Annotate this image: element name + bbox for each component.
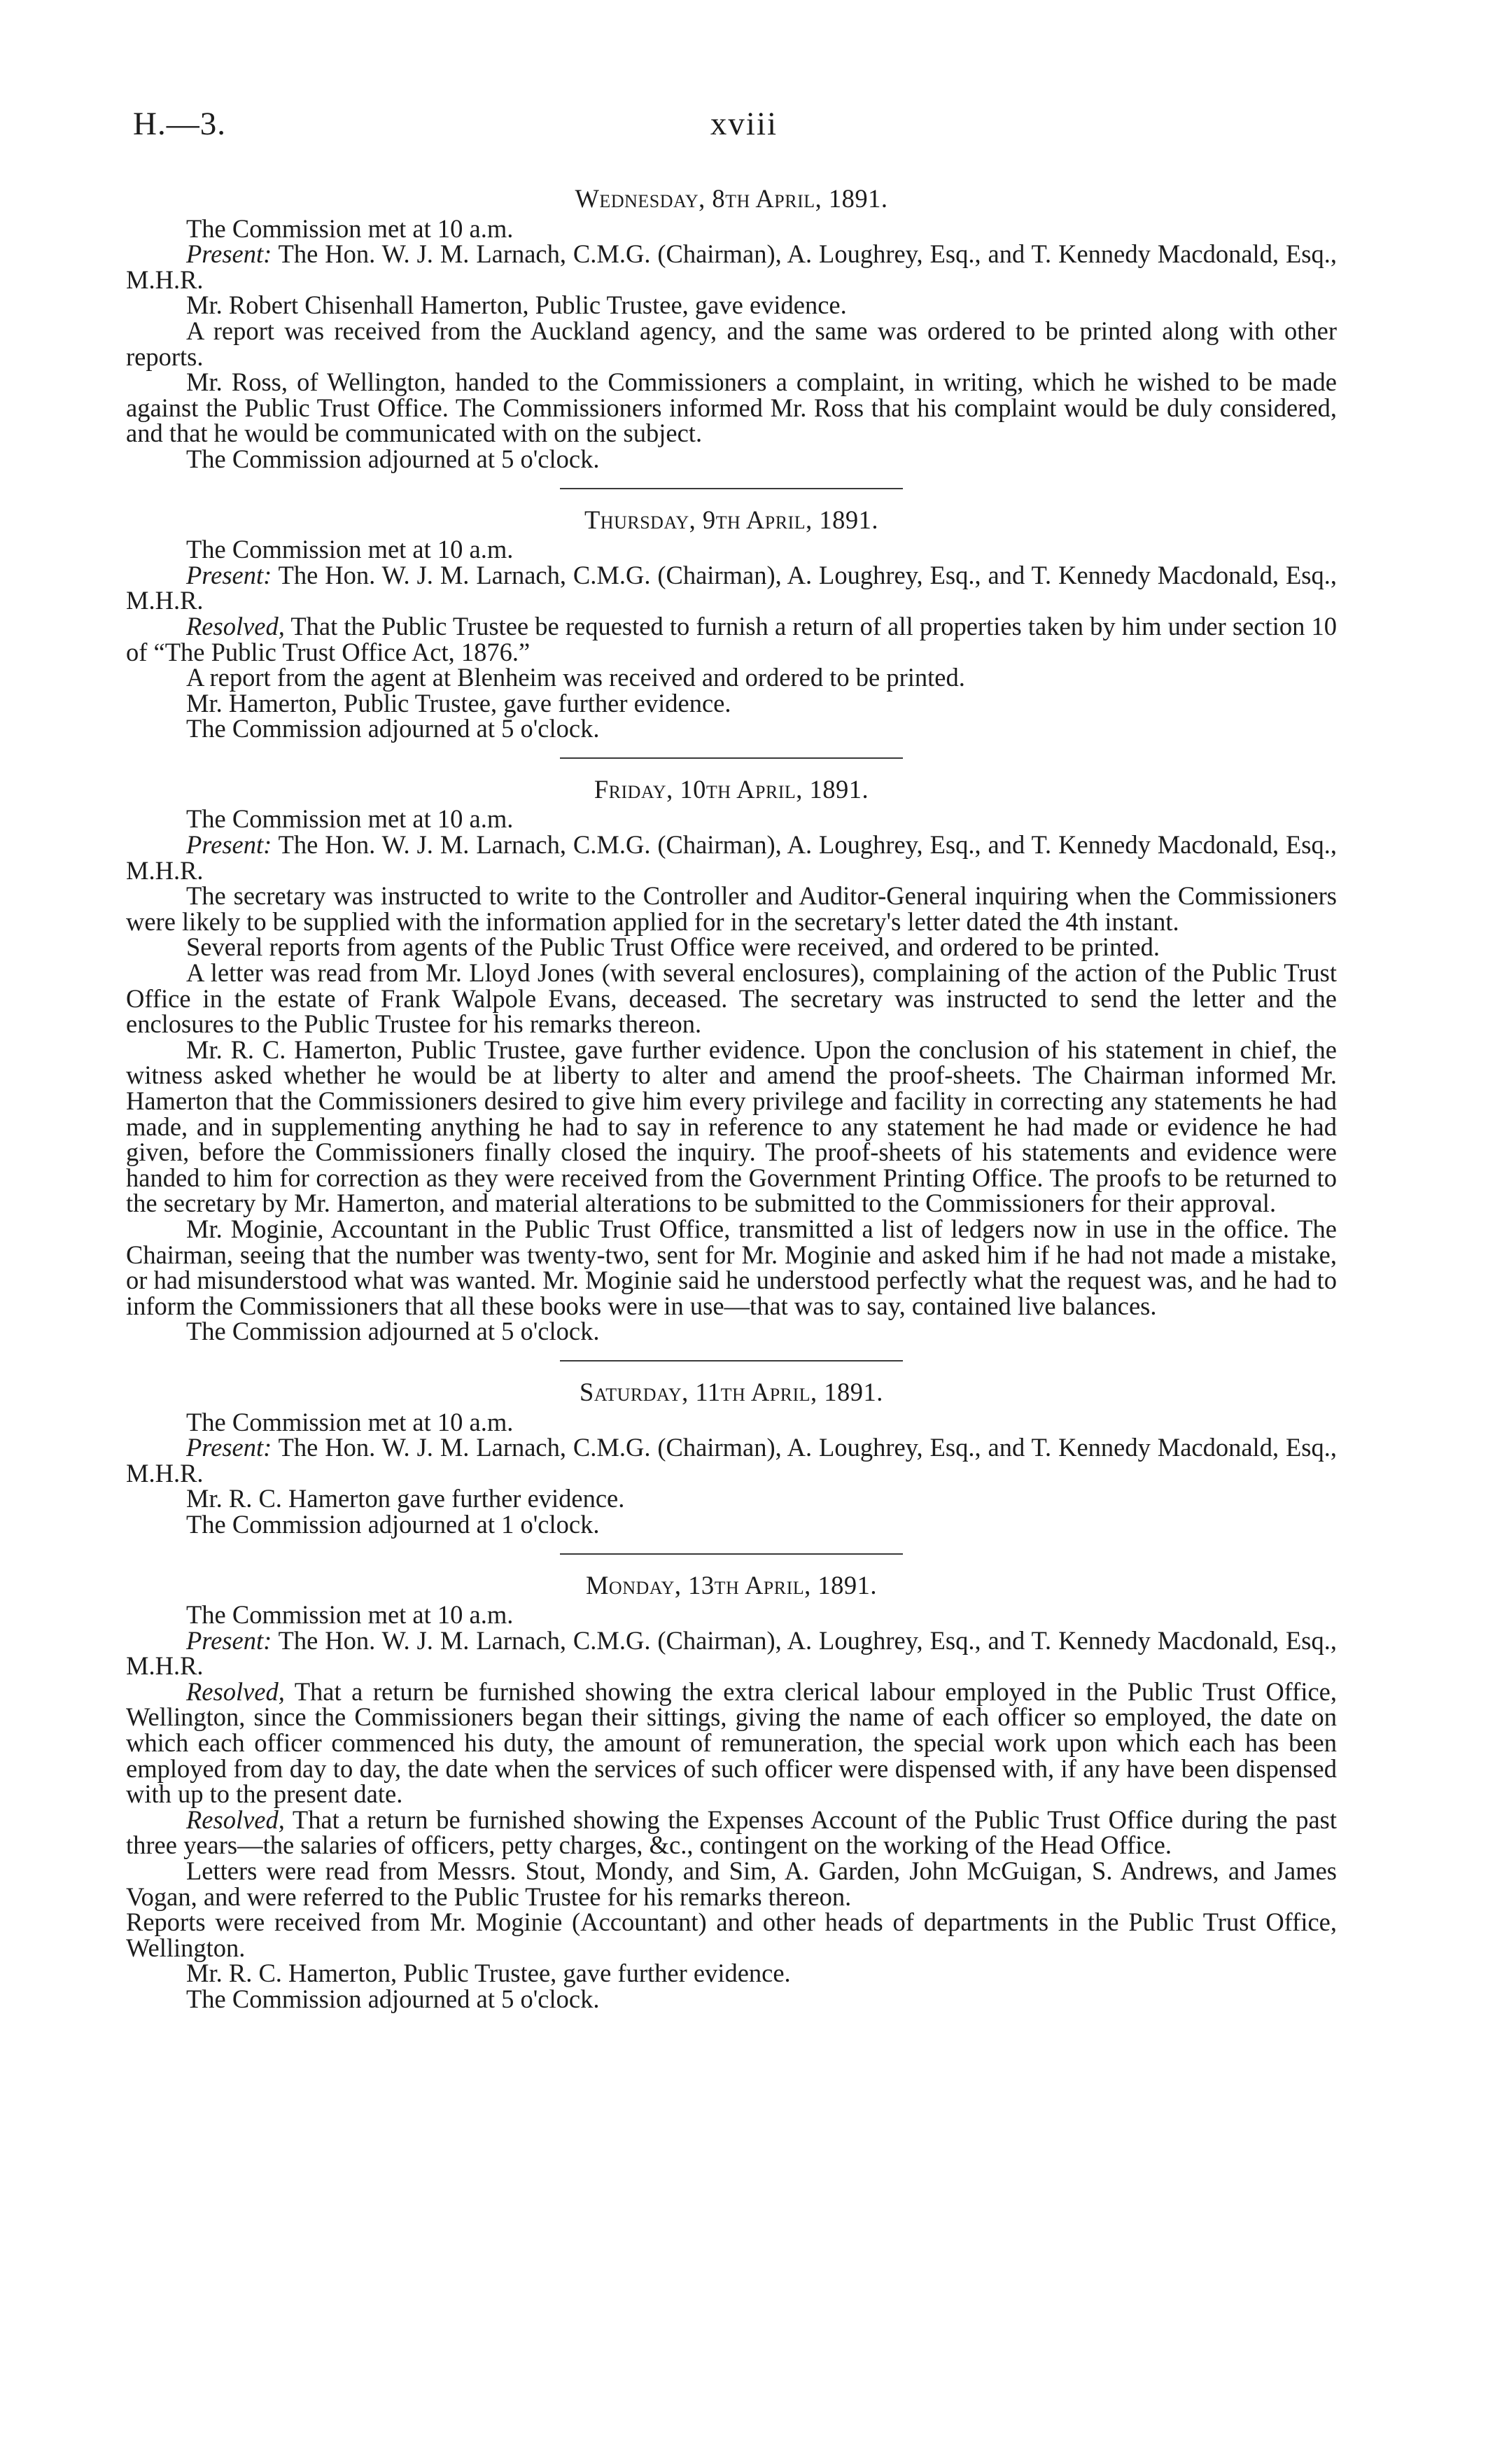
minute-paragraph [126, 1807, 1337, 1858]
paragraph-text: The Commission adjourned at 5 o'clock. [186, 444, 600, 473]
paragraph-text: The Commission met at 10 a.m. [186, 535, 514, 564]
page-number: xviii [710, 106, 778, 142]
minute-paragraph [126, 370, 1337, 447]
paragraph-text: Mr. R. C. Hamerton, Public Trustee, gave further evidence. Upon the conclusion of his statement in chief, the witness asked whether he would be at liberty to alter and amend the proof-sheets. The Chairman informed Mr. Hamerton that the Commissioners desired to give him every privilege and facility in correcting any statements he had made, and in supplementing anything he had to say in reference to any statement he had made or evidence he had given, before the Commissioners finally closed the inquiry. The proof-sheets of his statements and evidence were handed to him for correction as they were received from the Government Printing Office. The proofs to be returned to the secretary by Mr. Hamerton, and material alterations to be submitted to the Commissioners for their approval. [126, 1035, 1337, 1218]
minute-paragraph [126, 934, 1337, 960]
section-divider [560, 1360, 903, 1362]
paragraph-text: Several reports from agents of the Public Trust Office were received, and ordered to be printed. [186, 932, 1160, 962]
paragraph-text: The Hon. W. J. M. Larnach, C.M.G. (Chairman), A. Loughrey, Esq., and T. Kennedy Macdonald, Esq., M.H.R. [126, 830, 1337, 885]
paragraph-lead: Present: [186, 1625, 272, 1655]
paragraph-text: The Commission met at 10 a.m. [186, 1407, 514, 1436]
paragraph-text: The Hon. W. J. M. Larnach, C.M.G. (Chairman), A. Loughrey, Esq., and T. Kennedy Macdonald, Esq., M.H.R. [126, 239, 1337, 294]
minute-paragraph [126, 318, 1337, 370]
minute-paragraph [126, 290, 1337, 320]
paragraph-text: The Commission met at 10 a.m. [186, 214, 514, 243]
page-header [0, 105, 1488, 154]
minute-paragraph [126, 1961, 1337, 1987]
minute-paragraph [126, 216, 1337, 242]
paragraph-lead: Present: [186, 1433, 272, 1462]
paragraph-text: Mr. R. C. Hamerton gave further evidence. [186, 1484, 625, 1513]
day-heading: Friday, 10th April, 1891. [594, 774, 869, 804]
paragraph-lead: Resolved, [186, 611, 285, 640]
minute-paragraph [126, 1319, 1337, 1345]
paragraph-text: The Hon. W. J. M. Larnach, C.M.G. (Chairman), A. Loughrey, Esq., and T. Kennedy Macdonald, Esq., M.H.R. [126, 560, 1337, 615]
paragraph-lead: Present: [186, 830, 272, 860]
paragraph-lead: Resolved, [186, 1805, 285, 1834]
day-heading: Thursday, 9th April, 1891. [584, 505, 878, 534]
minute-paragraph [126, 1037, 1337, 1217]
paragraph-text: Mr. R. C. Hamerton, Public Trustee, gave further evidence. [186, 1959, 791, 1988]
minute-paragraph [126, 611, 1337, 666]
paragraph-text: Letters were read from Messrs. Stout, Mondy, and Sim, A. Garden, John McGuigan, S. Andrews, and James Vogan, and were referred to the Public Trustee for his remarks thereon. [126, 1856, 1337, 1911]
meeting-day [126, 774, 1337, 1346]
minute-paragraph [126, 716, 1337, 742]
minute-paragraph [126, 883, 1337, 934]
paragraph-text: Mr. Hamerton, Public Trustee, gave further evidence. [186, 688, 731, 718]
paragraph-text: A letter was read from Mr. Lloyd Jones (with several enclosures), complaining of the action of the Public Trust Office in the estate of Frank Walpole Evans, deceased. The secretary was instructed to send the letter and the enclosures to the Public Trustee for his remarks thereon. [126, 958, 1337, 1039]
meeting-day [126, 507, 1337, 742]
meeting-day [126, 1570, 1337, 2013]
document-reference: H.—3. [133, 106, 226, 142]
paragraph-lead: Present: [186, 560, 272, 589]
minute-paragraph [126, 1214, 1337, 1320]
minute-paragraph [126, 537, 1337, 563]
minute-paragraph [126, 806, 1337, 832]
meeting-day [126, 1377, 1337, 1539]
minute-paragraph [126, 1858, 1337, 1910]
paragraph-text: The Commission adjourned at 5 o'clock. [186, 1984, 600, 2013]
paragraph-text: The secretary was instructed to write to the Controller and Auditor-General inquiring when the Commissioners were likely to be supplied with the information applied for in the secretary's letter dated the 4th instant. [126, 881, 1337, 936]
minute-paragraph [126, 560, 1337, 615]
minute-paragraph [126, 665, 1337, 691]
paragraph-text: The Commission adjourned at 5 o'clock. [186, 1317, 600, 1346]
day-heading: Saturday, 11th April, 1891. [580, 1377, 883, 1406]
minute-paragraph [126, 1676, 1337, 1809]
minute-paragraph [126, 1625, 1337, 1681]
minute-paragraph [126, 1907, 1337, 1962]
minute-paragraph [126, 1984, 1337, 2013]
paragraph-lead: Resolved, [186, 1676, 285, 1706]
minutes-body [126, 186, 1337, 2012]
paragraph-text: Reports were received from Mr. Moginie (Accountant) and other heads of departments in the Public Trust Office, Wellington. [126, 1907, 1337, 1962]
minute-paragraph [126, 1486, 1337, 1512]
paragraph-text: The Commission met at 10 a.m. [186, 1600, 514, 1630]
paragraph-text: Mr. Moginie, Accountant in the Public Trust Office, transmitted a list of ledgers now in use in the office. The Chairman, seeing that the number was twenty-two, sent for Mr. Moginie and asked him if he had not made a mistake, or had misunderstood what was wanted. Mr. Moginie said he understood perfectly what the request was, and he had to inform the Commissioners that all these books were in use—that was to say, contained live balances. [126, 1214, 1337, 1320]
minute-paragraph [126, 688, 1337, 718]
paragraph-text: The Commission adjourned at 1 o'clock. [186, 1509, 600, 1539]
paragraph-text: That the Public Trustee be requested to furnish a return of all properties taken by him under section 10 of “The Public Trust Office Act, 1876.” [126, 611, 1337, 666]
minute-paragraph [126, 832, 1337, 883]
section-divider [560, 488, 903, 489]
paragraph-text: That a return be furnished showing the Expenses Account of the Public Trust Office during the past three years—the salaries of officers, petty charges, &c., contingent on the working of the Head Office. [126, 1805, 1337, 1860]
paragraph-text: Mr. Ross, of Wellington, handed to the Commissioners a complaint, in writing, which he wished to be made against the Public Trust Office. The Commissioners informed Mr. Ross that his complaint would be duly considered, and that he would be communicated with on the subject. [126, 368, 1337, 448]
day-heading: Monday, 13th April, 1891. [585, 1570, 878, 1600]
paragraph-text: The Commission met at 10 a.m. [186, 804, 514, 834]
section-divider [560, 1553, 903, 1555]
meeting-day [126, 186, 1337, 472]
minute-paragraph [126, 444, 1337, 473]
minute-paragraph [126, 1435, 1337, 1486]
paragraph-text: A report from the agent at Blenheim was received and ordered to be printed. [186, 663, 965, 692]
paragraph-text: A report was received from the Auckland agency, and the same was ordered to be printed along with other reports. [126, 316, 1337, 371]
minute-paragraph [126, 1407, 1337, 1436]
minute-paragraph [126, 1509, 1337, 1539]
minute-paragraph [126, 960, 1337, 1037]
paragraph-text: The Hon. W. J. M. Larnach, C.M.G. (Chairman), A. Loughrey, Esq., and T. Kennedy Macdonald, Esq., M.H.R. [126, 1433, 1337, 1488]
paragraph-text: Mr. Robert Chisenhall Hamerton, Public Trustee, gave evidence. [186, 290, 847, 320]
paragraph-lead: Present: [186, 239, 272, 269]
paragraph-text: That a return be furnished showing the extra clerical labour employed in the Public Trust Office, Wellington, since the Commissioners began their sittings, giving the name of each officer so employed, the date on which each officer commenced his duty, the amount of remuneration, the special work upon which each has been employed from day to day, the date when the services of such officer were dispensed with, if any have been dispensed with up to the present date. [126, 1676, 1337, 1809]
day-heading: Wednesday, 8th April, 1891. [575, 184, 888, 213]
paragraph-text: The Hon. W. J. M. Larnach, C.M.G. (Chairman), A. Loughrey, Esq., and T. Kennedy Macdonald, Esq., M.H.R. [126, 1625, 1337, 1681]
paragraph-text: The Commission adjourned at 5 o'clock. [186, 714, 600, 743]
minute-paragraph [126, 241, 1337, 293]
section-divider [560, 757, 903, 759]
minute-paragraph [126, 1602, 1337, 1628]
